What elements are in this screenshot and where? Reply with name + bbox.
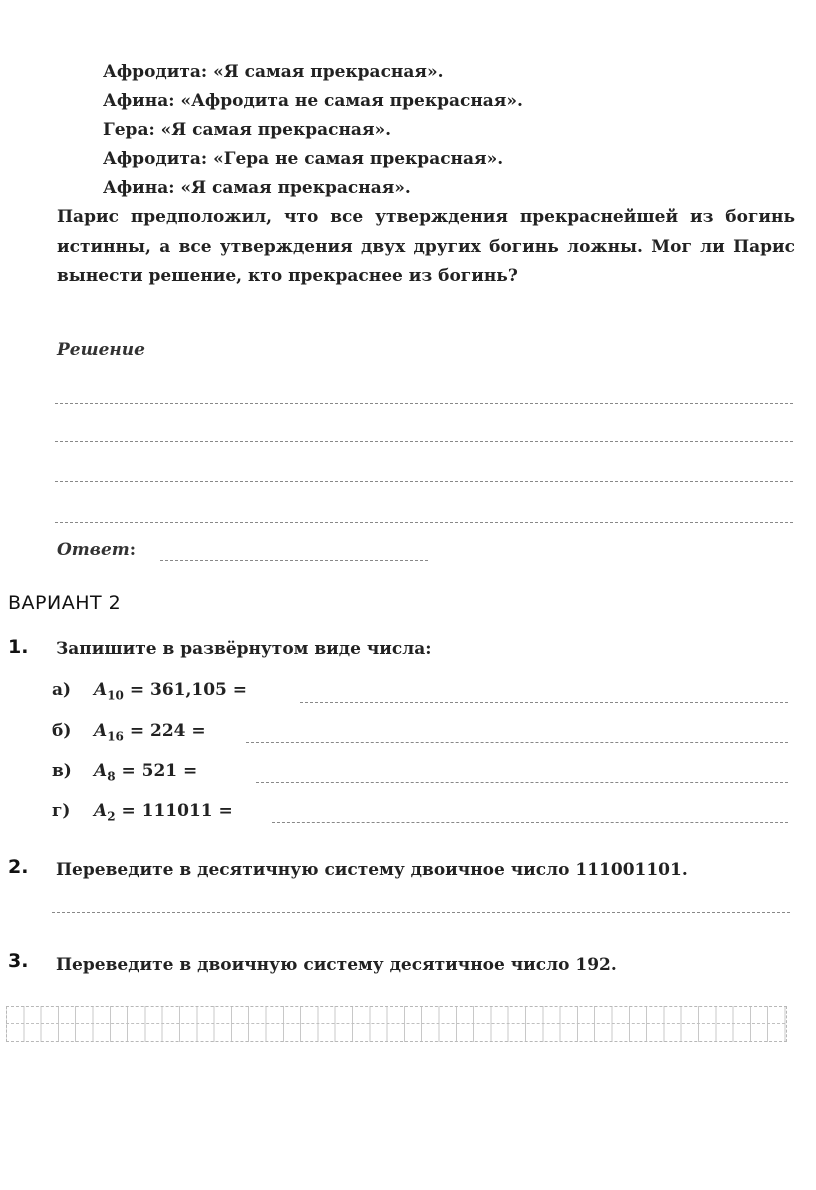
answer-grid-divider xyxy=(6,1023,785,1024)
statement-line: Афродита: «Я самая прекрасная». xyxy=(103,62,444,82)
statement-line: Афина: «Афродита не самая прекрасная». xyxy=(103,91,523,111)
solution-label: Решение xyxy=(57,340,145,360)
item-expr: = 224 = xyxy=(123,721,206,741)
solution-line[interactable] xyxy=(55,403,793,404)
question-1-text: Запишите в развёрнутом виде числа: xyxy=(56,639,432,659)
question-3-text: Переведите в двоичную систему десятичное число 192. xyxy=(56,955,617,975)
q1-answer-line-c[interactable] xyxy=(256,782,788,783)
item-expr: = 361,105 = xyxy=(123,680,248,700)
answer-label xyxy=(57,540,136,560)
item-label: а) xyxy=(52,680,72,700)
answer-label-text: Ответ xyxy=(57,540,130,560)
question-3-number: 3. xyxy=(8,950,29,972)
q1-item-b xyxy=(52,721,206,743)
q1-answer-line-a[interactable] xyxy=(300,702,788,703)
answer-colon: : xyxy=(129,540,137,560)
q1-item-a xyxy=(52,680,247,702)
item-base: 10 xyxy=(107,688,124,703)
statement-line: Гера: «Я самая прекрасная». xyxy=(103,120,392,140)
variant-title: ВАРИАНТ 2 xyxy=(8,592,122,614)
item-label: б) xyxy=(52,721,72,741)
item-var: A xyxy=(94,721,108,741)
answer-grid[interactable] xyxy=(6,1006,787,1042)
q1-item-c xyxy=(52,761,197,783)
item-label: г) xyxy=(52,801,71,821)
solution-line[interactable] xyxy=(55,522,793,523)
item-base: 8 xyxy=(107,769,116,784)
item-expr: = 111011 = xyxy=(115,801,233,821)
q1-answer-line-d[interactable] xyxy=(272,822,788,823)
q1-item-d xyxy=(52,801,233,823)
q1-answer-line-b[interactable] xyxy=(246,742,788,743)
q2-answer-line[interactable] xyxy=(52,912,790,913)
item-base: 2 xyxy=(107,809,116,824)
solution-line[interactable] xyxy=(55,481,793,482)
answer-line[interactable] xyxy=(160,560,428,561)
item-label: в) xyxy=(52,761,72,781)
question-1-number: 1. xyxy=(8,636,29,658)
item-expr: = 521 = xyxy=(115,761,198,781)
item-base: 16 xyxy=(107,729,124,744)
statement-line: Афродита: «Гера не самая прекрасная». xyxy=(103,149,504,169)
item-var: A xyxy=(94,761,108,781)
goddess-statements xyxy=(103,58,523,203)
solution-line[interactable] xyxy=(55,441,793,442)
item-var: A xyxy=(94,680,108,700)
question-2-number: 2. xyxy=(8,856,29,878)
item-var: A xyxy=(94,801,108,821)
problem-text: Парис предположил, что все утверждения прекраснейшей из богинь истинны, а все утверждения двух других богинь ложны. Мог ли Парис вынести решение, кто прекраснее из богинь? xyxy=(57,207,795,286)
question-2-text: Переведите в десятичную систему двоичное число 111001101. xyxy=(56,860,688,880)
statement-line: Афина: «Я самая прекрасная». xyxy=(103,178,411,198)
